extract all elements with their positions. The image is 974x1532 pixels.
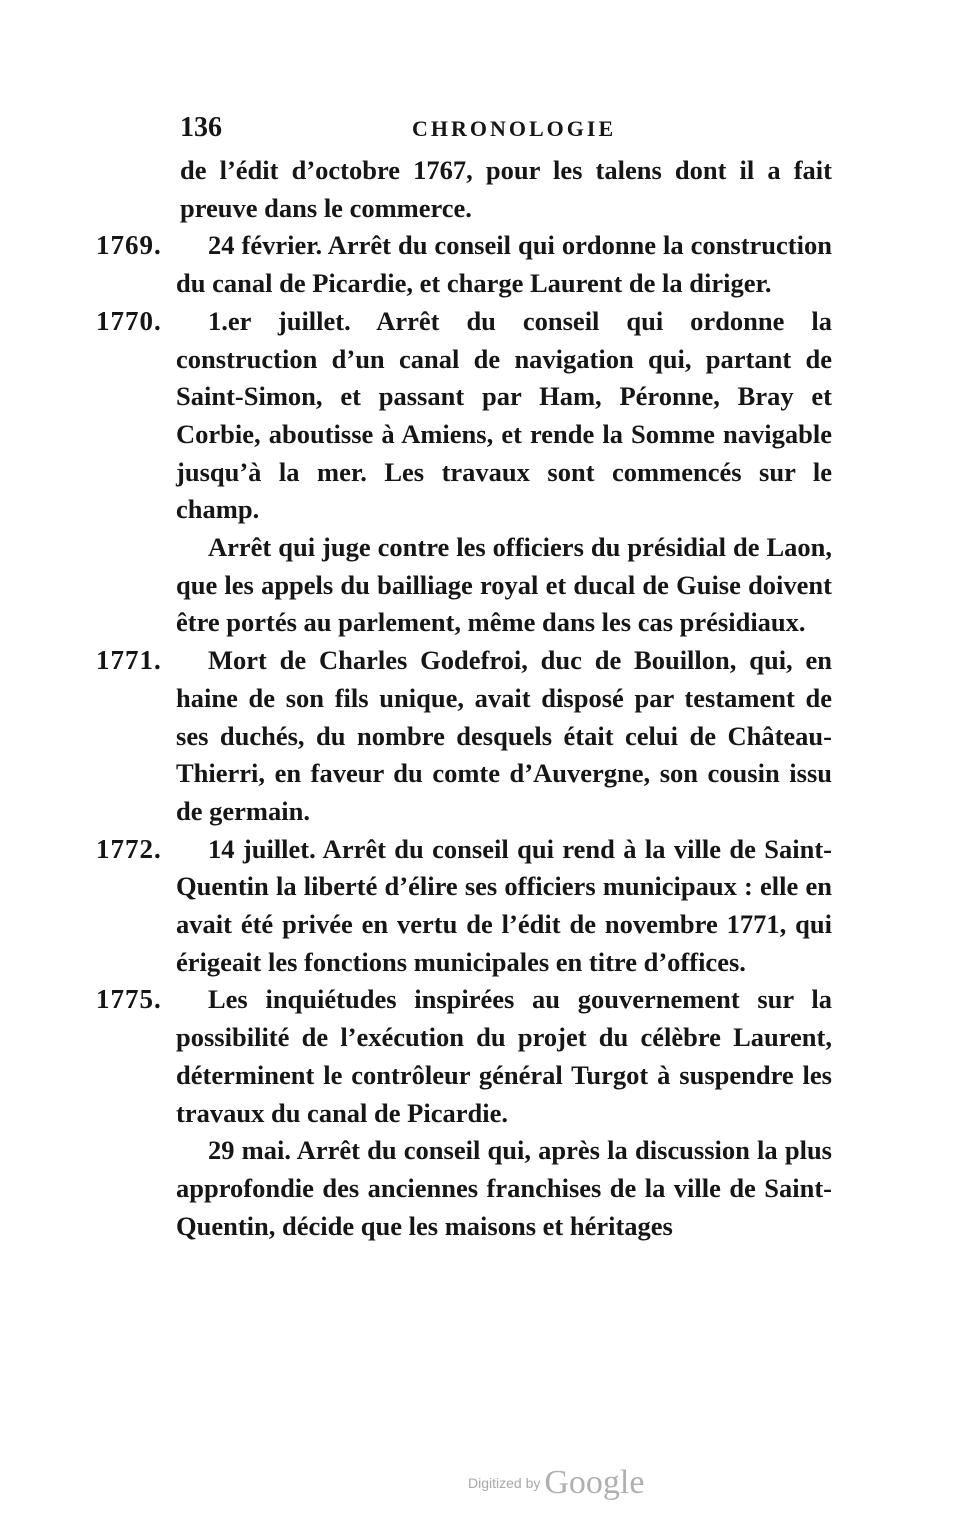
paragraph-text: Arrêt qui juge contre les officiers du présidial de Laon, que les appels du bailliage royal et ducal de Guise doivent être portés au parlement, même dans les cas présidiaux. [176,532,832,638]
year-label: 1769. [96,230,162,261]
year-label: 1772. [96,833,162,864]
entry-1775-continued [176,1132,832,1245]
year-label: 1770. [96,305,162,336]
entry-1770 [96,303,832,529]
paragraph-text: 1.er juillet. Arrêt du conseil qui ordonne la construction d’un canal de navigation qui, partant de Saint-Simon, et passant par Ham, Péronne, Bray et Corbie, aboutisse à Amiens, et rende la Somme navigable jusqu’à la mer. Les travaux sont commencés sur le champ. [176,305,832,525]
digitization-watermark [468,1464,644,1504]
entry-1772 [96,831,832,982]
paragraph-text: 24 février. Arrêt du conseil qui ordonne la construction du canal de Picardie, et charge Laurent de la diriger. [176,230,832,299]
paragraph-continuation [180,152,832,227]
paragraph-text: 14 juillet. Arrêt du conseil qui rend à la ville de Saint-Quentin la liberté d’élire ses officiers municipaux : elle en avait été privée en vertu de l’édit de novembre 1771, qui érigeait les fonctions municipales en titre d’offices. [176,833,832,977]
year-label: 1771. [96,645,162,676]
google-logo: Google [544,1464,645,1501]
body-text [0,152,974,1245]
page-header [180,110,830,150]
entry-1770-continued [176,529,832,642]
page-number: 136 [180,112,222,143]
entry-1769 [96,227,832,302]
year-label: 1775. [96,984,162,1015]
paragraph-text: 29 mai. Arrêt du conseil qui, après la discussion la plus approfondie des anciennes franchises de la ville de Saint-Quentin, décide que les maisons et héritages [176,1135,832,1241]
paragraph-text: de l’édit d’octobre 1767, pour les talens dont il a fait preuve dans le commerce. [180,155,832,223]
paragraph-text: Les inquiétudes inspirées au gouvernement sur la possibilité de l’exécution du projet du célèbre Laurent, déterminent le contrôleur général Turgot à suspendre les travaux du canal de Picardie. [176,984,832,1128]
digitized-by-label: Digitized by [468,1475,541,1491]
entry-1775 [96,981,832,1132]
running-title: CHRONOLOGIE [412,116,617,141]
entry-1771 [96,642,832,831]
paragraph-text: Mort de Charles Godefroi, duc de Bouillon, qui, en haine de son fils unique, avait disposé par testament de ses duchés, du nombre desquels était celui de Château-Thierri, en faveur du comte d’Auvergne, son cousin issu de germain. [176,645,832,826]
